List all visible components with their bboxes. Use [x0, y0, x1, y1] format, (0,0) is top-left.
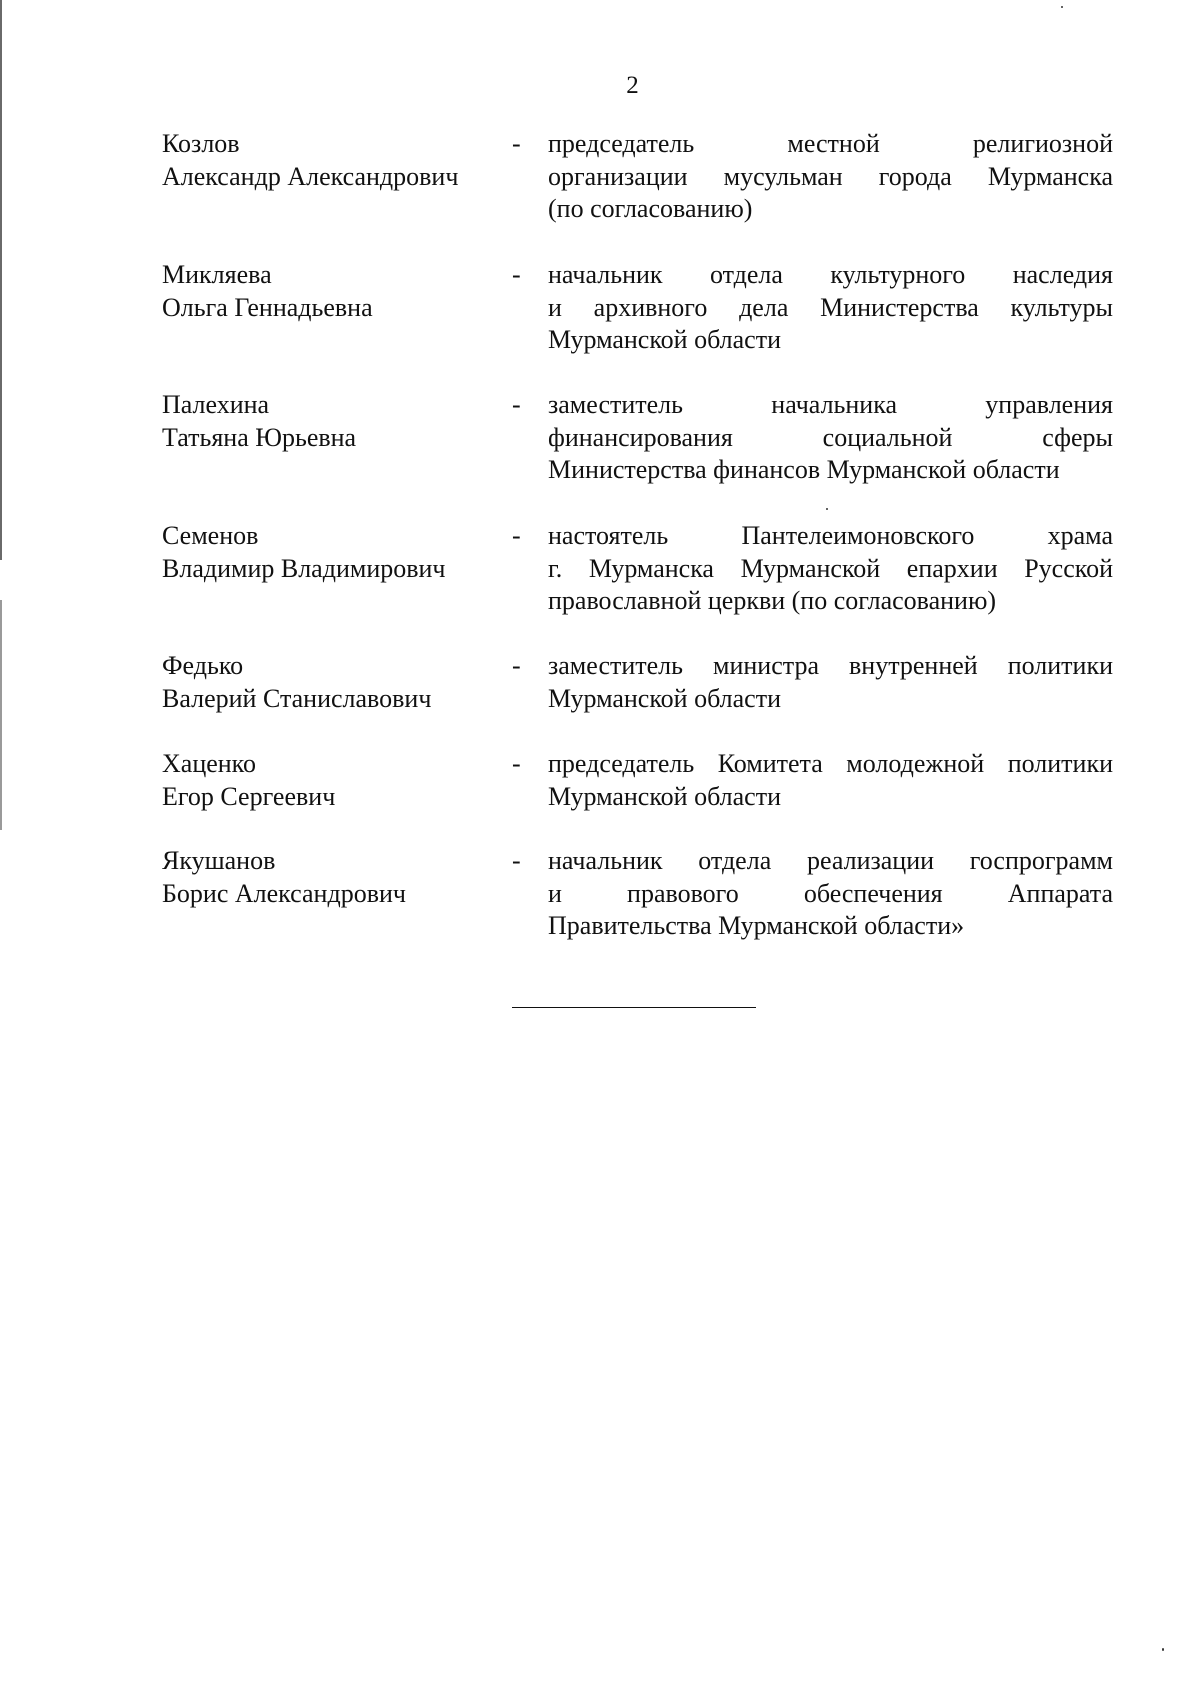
- surname: Микляева: [162, 260, 272, 289]
- position-line: заместитель министра внутренней политики: [548, 651, 1113, 680]
- position-line: (по согласованию): [548, 194, 753, 223]
- position-line: председатель местной религиозной: [548, 129, 1113, 158]
- dash-separator: -: [512, 846, 521, 875]
- position-line: и правового обеспечения Аппарата: [548, 878, 1113, 908]
- dash-separator: -: [512, 260, 521, 289]
- member-position: [548, 128, 1113, 226]
- position-line: организации мусульман города Мурманска: [548, 161, 1113, 191]
- position-line: настоятель Пантелеимоновского храма: [548, 521, 1113, 550]
- position-line: Мурманской области: [548, 325, 781, 354]
- position-line: Мурманской области: [548, 781, 781, 811]
- given-names: Валерий Станиславович: [162, 683, 432, 713]
- member-name: [162, 389, 512, 454]
- member-name: [162, 520, 512, 585]
- surname: Козлов: [162, 129, 240, 158]
- member-name: [162, 259, 512, 324]
- position-line: начальник отдела культурного наследия: [548, 260, 1113, 289]
- member-name: [162, 748, 512, 813]
- scan-edge-line: [0, 600, 2, 830]
- position-line: Министерства финансов Мурманской области: [548, 455, 1060, 484]
- member-position: [548, 748, 1113, 813]
- position-line: финансирования социальной сферы: [548, 422, 1113, 452]
- given-names: Егор Сергеевич: [162, 781, 336, 811]
- member-position: [548, 650, 1113, 715]
- scan-speck: [826, 508, 828, 510]
- member-name: [162, 650, 512, 715]
- scan-speck: [1162, 1648, 1164, 1651]
- dash-separator: -: [512, 749, 521, 778]
- member-name: [162, 845, 512, 910]
- given-names: Александр Александрович: [162, 161, 459, 191]
- page-number: 2: [626, 72, 639, 99]
- given-names: Татьяна Юрьевна: [162, 422, 357, 452]
- given-names: Ольга Геннадьевна: [162, 292, 373, 322]
- given-names: Владимир Владимирович: [162, 553, 446, 583]
- position-line: и архивного дела Министерства культуры: [548, 292, 1113, 322]
- position-line: православной церкви (по согласованию): [548, 586, 997, 615]
- position-line: Правительства Мурманской области»: [548, 911, 965, 940]
- position-line: Мурманской области: [548, 683, 781, 713]
- dash-separator: -: [512, 390, 521, 419]
- surname: Федько: [162, 651, 244, 680]
- member-position: [548, 389, 1113, 487]
- position-line: председатель Комитета молодежной политики: [548, 749, 1113, 778]
- dash-separator: -: [512, 129, 521, 158]
- position-line: г. Мурманска Мурманской епархии Русской: [548, 553, 1113, 583]
- scan-speck: [1061, 6, 1063, 8]
- surname: Хаценко: [162, 749, 256, 778]
- surname: Семенов: [162, 521, 259, 550]
- dash-separator: -: [512, 651, 521, 680]
- dash-separator: -: [512, 521, 521, 550]
- member-position: [548, 845, 1113, 943]
- member-position: [548, 520, 1113, 618]
- surname: Якушанов: [162, 846, 276, 875]
- member-position: [548, 259, 1113, 357]
- given-names: Борис Александрович: [162, 878, 406, 908]
- position-line: начальник отдела реализации госпрограмм: [548, 846, 1113, 875]
- end-separator-line: [512, 1007, 756, 1008]
- surname: Палехина: [162, 390, 270, 419]
- position-line: заместитель начальника управления: [548, 390, 1113, 419]
- member-name: [162, 128, 512, 193]
